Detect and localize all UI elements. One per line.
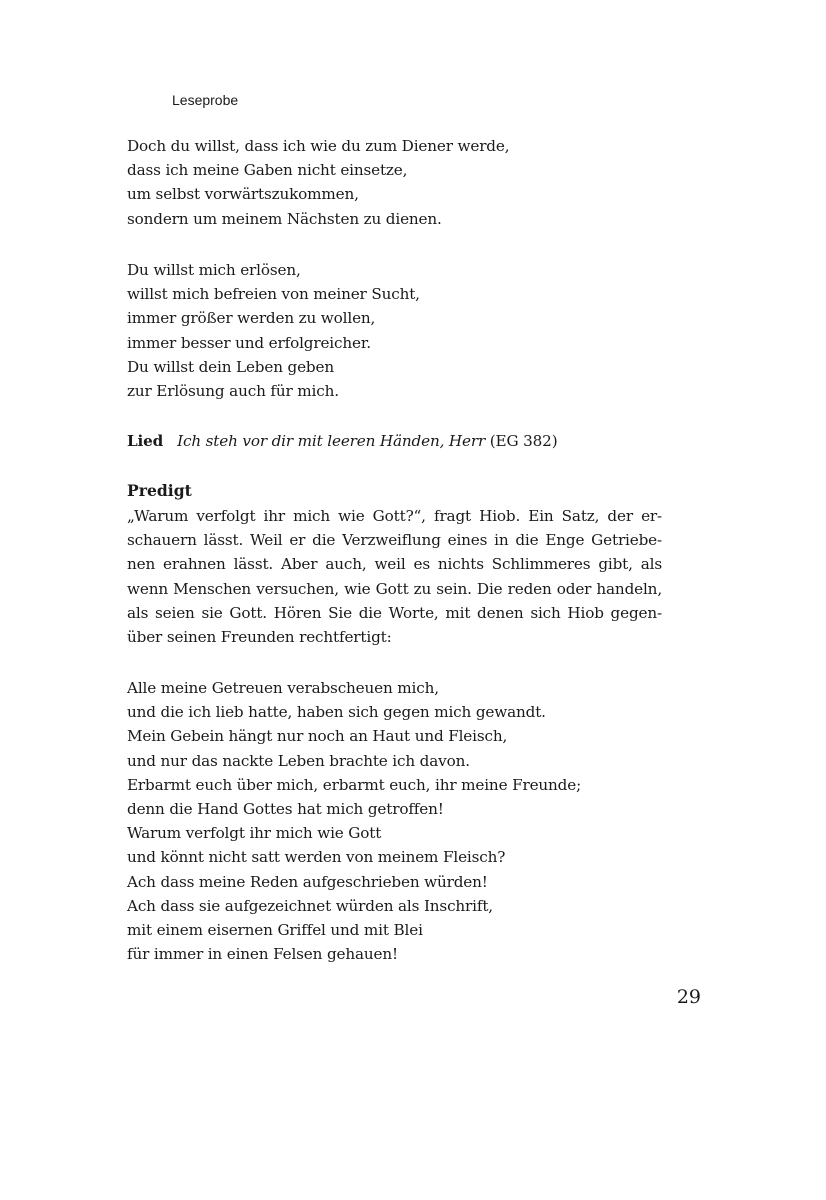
verse-line: Du willst mich erlösen, bbox=[127, 261, 301, 279]
prose-line: als seien sie Gott. Hören Sie die Worte, mit denen sich Hiob gegen- bbox=[127, 603, 662, 622]
prose-line: nen erahnen lässt. Aber auch, weil es nichts Schlimmeres gibt, als bbox=[127, 555, 662, 574]
verse-line: Du willst dein Leben geben bbox=[127, 357, 334, 376]
lied-label: Lied bbox=[127, 432, 164, 450]
verse-line: für immer in einen Felsen gehauen! bbox=[127, 945, 398, 964]
verse-line: immer größer werden zu wollen, bbox=[127, 309, 376, 328]
lied-reference: (EG 382) bbox=[489, 432, 558, 450]
verse-line: zur Erlösung auch für mich. bbox=[127, 382, 339, 401]
verse-line: Erbarmt euch über mich, erbarmt euch, ihr meine Freunde; bbox=[127, 775, 582, 794]
stanza-2 bbox=[127, 258, 662, 403]
prose-line: schauern lässt. Weil er die Verzweiflung eines in die Enge Getriebe- bbox=[127, 531, 662, 550]
verse-line: Alle meine Getreuen verabscheuen mich, bbox=[127, 679, 439, 697]
verse-line: Doch du willst, dass ich wie du zum Diener werde, bbox=[127, 137, 510, 155]
predigt-heading: Predigt bbox=[127, 481, 192, 500]
lied-line bbox=[127, 429, 557, 453]
verse-line: willst mich befreien von meiner Sucht, bbox=[127, 285, 420, 304]
verse-line: Mein Gebein hängt nur noch an Haut und Fleisch, bbox=[127, 727, 508, 746]
verse-line: um selbst vorwärtszukommen, bbox=[127, 185, 359, 204]
verse-line: Warum verfolgt ihr mich wie Gott bbox=[127, 824, 382, 843]
stanza-3 bbox=[127, 676, 662, 966]
verse-line: Ach dass meine Reden aufgeschrieben würden! bbox=[127, 872, 488, 891]
verse-line: sondern um meinem Nächsten zu dienen. bbox=[127, 209, 442, 228]
verse-line: und die ich lieb hatte, haben sich gegen mich gewandt. bbox=[127, 703, 546, 722]
verse-line: und könnt nicht satt werden von meinem Fleisch? bbox=[127, 848, 506, 867]
verse-line: und nur das nackte Leben brachte ich davon. bbox=[127, 751, 470, 770]
verse-line: mit einem eisernen Griffel und mit Blei bbox=[127, 921, 423, 940]
prose-line: „Warum verfolgt ihr mich wie Gott?“, fragt Hiob. Ein Satz, der er- bbox=[127, 507, 662, 525]
page-number: 29 bbox=[676, 986, 701, 1008]
predigt-paragraph bbox=[127, 504, 662, 649]
verse-line: immer besser und erfolgreicher. bbox=[127, 333, 371, 352]
prose-line: über seinen Freunden rechtfertigt: bbox=[127, 628, 392, 647]
header-label: Leseprobe bbox=[172, 92, 239, 108]
verse-line: Ach dass sie aufgezeichnet würden als Inschrift, bbox=[127, 896, 493, 915]
prose-line: wenn Menschen versuchen, wie Gott zu sein. Die reden oder handeln, bbox=[127, 579, 662, 598]
verse-line: dass ich meine Gaben nicht einsetze, bbox=[127, 161, 408, 180]
lied-title: Ich steh vor dir mit leeren Händen, Herr bbox=[177, 432, 486, 450]
stanza-1 bbox=[127, 134, 662, 231]
verse-line: denn die Hand Gottes hat mich getroffen! bbox=[127, 800, 444, 819]
